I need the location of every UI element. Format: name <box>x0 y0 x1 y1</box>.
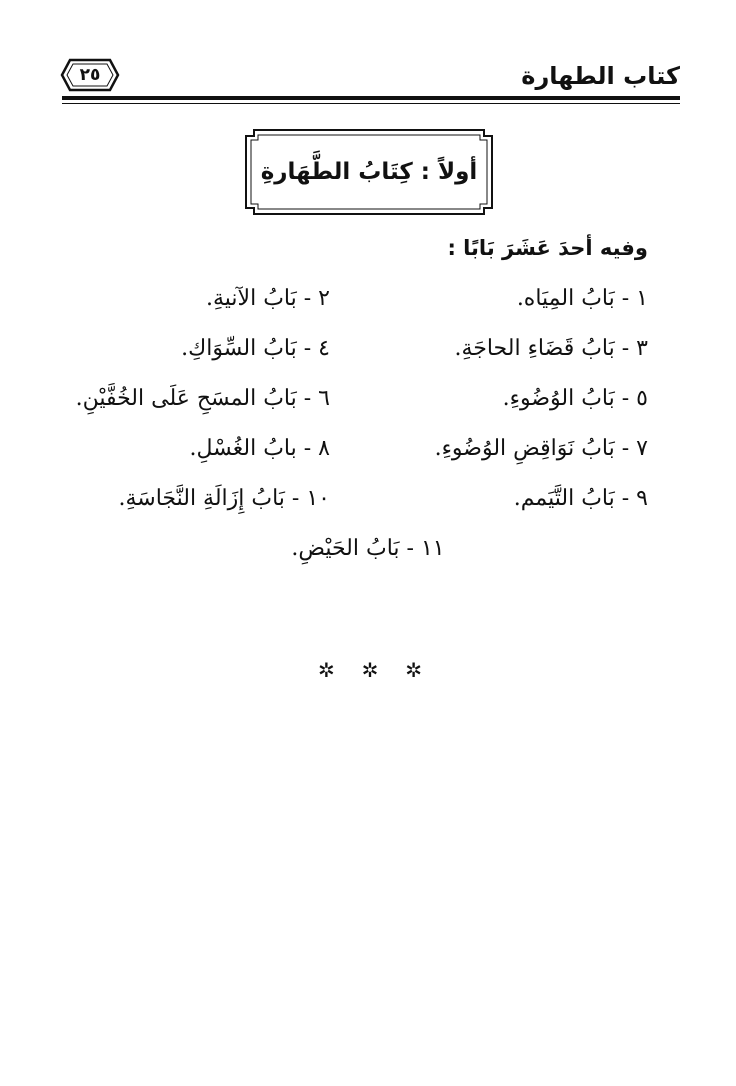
chapter-item: ٦ - بَابُ المسَحِ عَلَى الخُفَّيْنِ. <box>75 386 330 411</box>
chapter-item: ٩ - بَابُ التَّيَمم. <box>513 486 648 511</box>
chapter-item: ٣ - بَابُ قَضَاءِ الحاجَةِ. <box>454 336 648 361</box>
header-rule-thin <box>62 103 680 104</box>
asterisk-ornament-icon: ✲ <box>318 658 335 682</box>
chapter-item: ٥ - بَابُ الوُضُوءِ. <box>502 386 648 411</box>
chapter-item: ٧ - بَابُ نَوَاقِضِ الوُضُوءِ. <box>434 436 648 461</box>
chapter-item: ١٠ - بَابُ إِزَالَةِ النَّجَاسَةِ. <box>118 486 330 511</box>
asterisk-ornament-icon: ✲ <box>405 658 422 682</box>
chapter-item: ٤ - بَابُ السِّوَاكِ. <box>181 336 330 361</box>
page-number-badge <box>60 58 120 92</box>
asterisk-ornament-icon: ✲ <box>361 658 379 682</box>
section-title: أولاً : كِتَابُ الطَّهَارةِ <box>260 159 478 185</box>
chapter-item: ٨ - بابُ الغُسْلِ. <box>189 436 330 461</box>
intro-text: وفيه أحدَ عَشَرَ بَابًا : <box>447 236 648 260</box>
header-rule-thick <box>62 96 680 100</box>
chapter-item: ١ - بَابُ المِيَاه. <box>516 286 648 311</box>
chapter-item: ٢ - بَابُ الآنيةِ. <box>206 286 330 311</box>
section-title-frame <box>240 128 498 216</box>
page-number: ٢٥ <box>79 65 101 85</box>
running-header-title: كتاب الطهارة <box>521 62 680 90</box>
chapter-item: ١١ - بَابُ الحَيْضِ. <box>291 536 445 561</box>
ornament-divider <box>318 660 422 680</box>
